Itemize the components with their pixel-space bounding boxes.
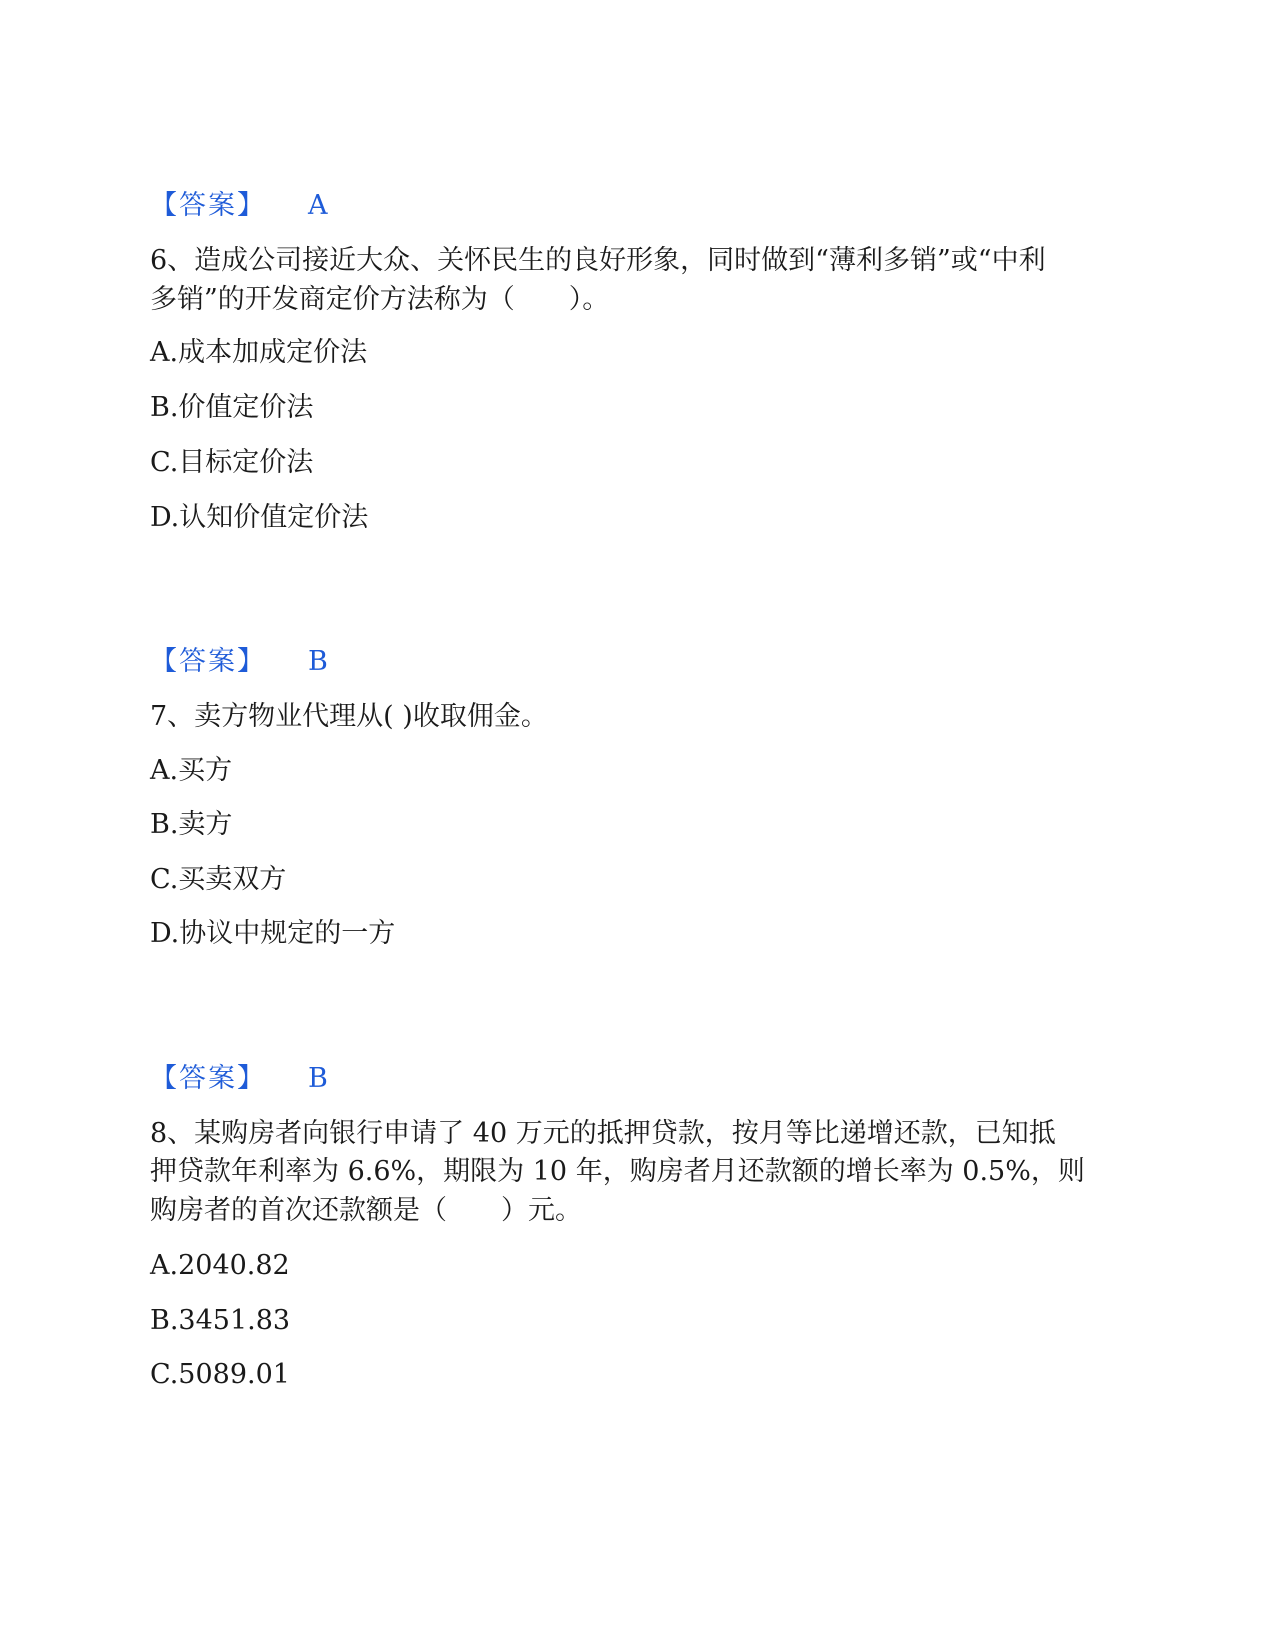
answer-label: 【答案】 xyxy=(150,190,266,221)
question-8-line-3: 购房者的首次还款额是（ ）元。 xyxy=(150,1195,582,1226)
answer-value: B xyxy=(308,646,328,677)
question-8-line-2: 押贷款年利率为 6.6%，期限为 10 年，购房者月还款额的增长率为 0.5%，则 xyxy=(150,1156,1085,1187)
question-6-line-1: 6、造成公司接近大众、关怀民生的良好形象，同时做到“薄利多销”或“中利 xyxy=(150,245,1046,276)
question-6-option-a: A.成本加成定价法 xyxy=(150,337,368,368)
question-7-option-a: A.买方 xyxy=(150,755,233,786)
question-7-option-c: C.买卖双方 xyxy=(150,864,287,895)
question-8-option-a: A.2040.82 xyxy=(150,1250,290,1281)
question-7-option-b: B.卖方 xyxy=(150,809,233,840)
question-8-line-1: 8、某购房者向银行申请了 40 万元的抵押贷款，按月等比递增还款，已知抵 xyxy=(150,1118,1056,1149)
answer-7 xyxy=(150,1059,550,1099)
answer-label: 【答案】 xyxy=(150,646,266,677)
question-7-line-1: 7、卖方物业代理从( )收取佣金。 xyxy=(150,701,548,732)
answer-label: 【答案】 xyxy=(150,1063,266,1094)
answer-5 xyxy=(150,186,550,226)
question-6-option-d: D.认知价值定价法 xyxy=(150,502,369,533)
question-6-option-c: C.目标定价法 xyxy=(150,447,314,478)
question-8-option-c: C.5089.01 xyxy=(150,1359,290,1390)
answer-value: B xyxy=(308,1063,328,1094)
question-6-line-2: 多销”的开发商定价方法称为（ ）。 xyxy=(150,284,610,315)
answer-value: A xyxy=(308,190,328,221)
question-6-option-b: B.价值定价法 xyxy=(150,392,314,423)
question-7-option-d: D.协议中规定的一方 xyxy=(150,918,396,949)
answer-6 xyxy=(150,642,550,682)
question-8-option-b: B.3451.83 xyxy=(150,1305,291,1336)
